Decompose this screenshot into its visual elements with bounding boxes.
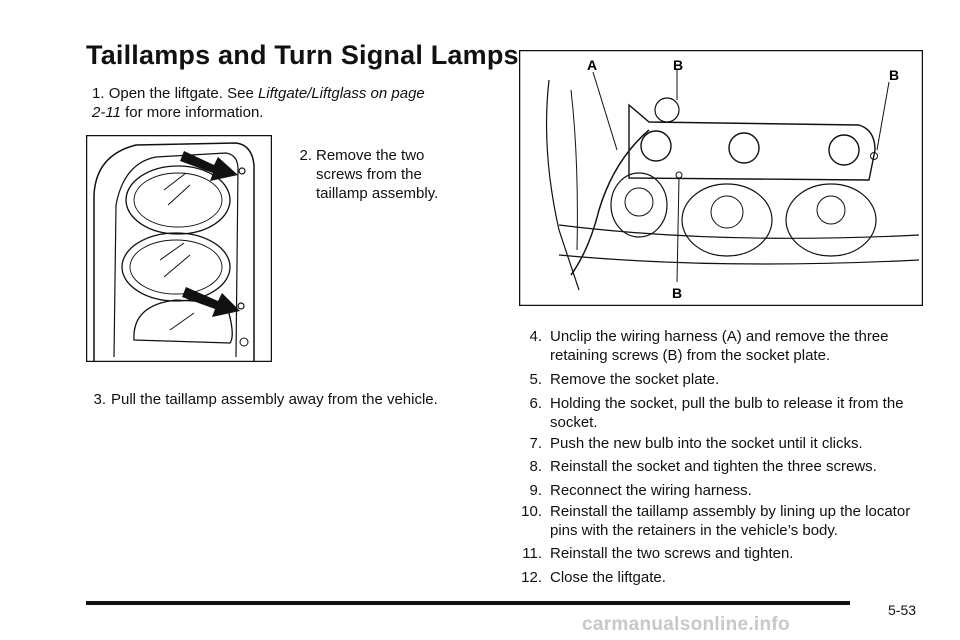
step-3: 3. Pull the taillamp assembly away from the vehicle. [93,391,438,408]
step-10: 10. Reinstall the taillamp assembly by lining up the locator pins with the retainers in the vehicle’s body. [521,503,911,539]
step-12: 12. Close the liftgate. [521,569,666,586]
step-7: 7. Push the new bulb into the socket until it clicks. [529,435,863,452]
step-8: 8. Reinstall the socket and tighten the three screws. [529,458,877,475]
step-4: 4. Unclip the wiring harness (A) and remove the three retaining screws (B) from the socket plate. [529,328,889,364]
taillamp-figure [86,135,272,362]
step-9: 9. Reconnect the wiring harness. [529,482,752,499]
step-1: 1. Open the liftgate. See Liftgate/Liftglass on page 2-11 for more information. [92,85,425,121]
cross-reference-link[interactable]: Liftgate/Liftglass on page 2-11 [92,85,425,121]
page-number: 5-53 [888,602,917,618]
step-6: 6. Holding the socket, pull the bulb to release it from the socket. [529,395,904,431]
step-5: 5. Remove the socket plate. [529,371,720,388]
watermark: carmanualsonline.info [582,614,790,635]
socket-plate-figure [519,50,923,306]
label-a: A [587,57,598,73]
label-b-right: B [889,67,900,83]
label-b-top: B [673,57,684,73]
step-11: 11. Reinstall the two screws and tighten. [522,545,794,562]
footer-rule [86,601,850,605]
page-title: Taillamps and Turn Signal Lamps [86,40,519,70]
step-2: 2. Remove the two screws from the taillamp assembly. [299,147,439,202]
label-b-bottom: B [672,285,683,301]
